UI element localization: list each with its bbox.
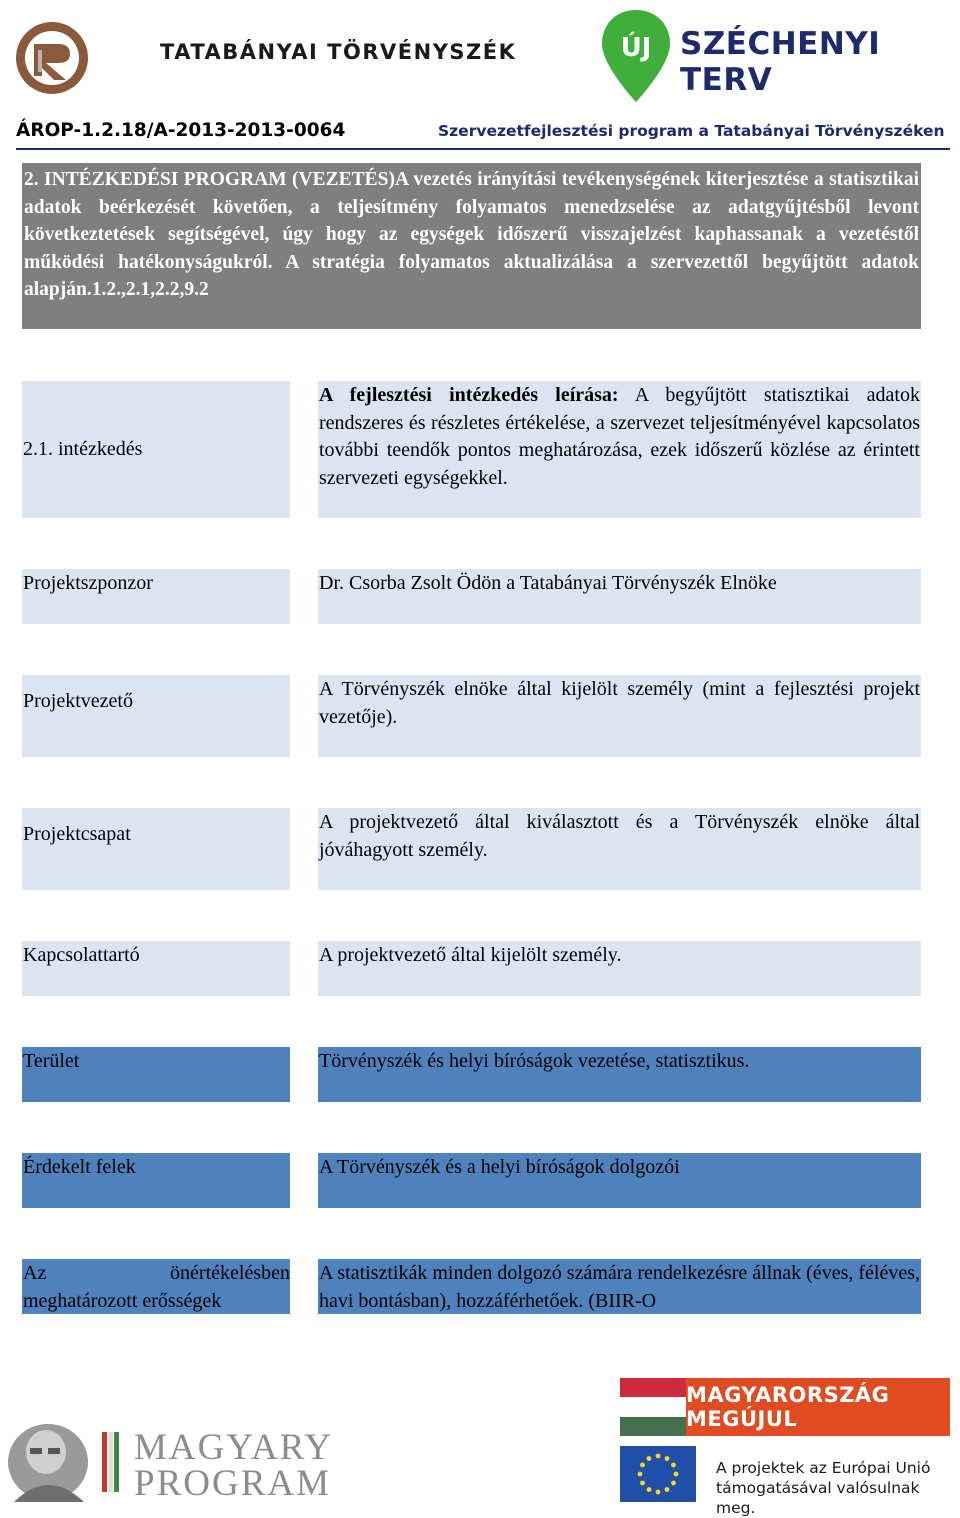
szechenyi-pin-icon bbox=[598, 8, 674, 104]
project-team-label: Projektcsapat bbox=[22, 808, 290, 890]
measure-description-heading: A fejlesztési intézkedés leírása: bbox=[319, 384, 619, 406]
contact-label: Kapcsolattartó bbox=[22, 941, 290, 996]
area-value: Törvényszék és helyi bíróságok vezetése, statisztikus. bbox=[318, 1047, 921, 1102]
project-sponsor-value: Dr. Csorba Zsolt Ödön a Tatabányai Törvényszék Elnöke bbox=[318, 569, 921, 624]
project-sponsor-label: Projektszponzor bbox=[22, 569, 290, 624]
measure-label: 2.1. intézkedés bbox=[22, 381, 290, 518]
magyary-flag-bars-icon bbox=[102, 1432, 120, 1492]
stakeholders-label: Érdekelt felek bbox=[22, 1153, 290, 1208]
project-team-value: A projektvezető által kiválasztott és a Törvényszék elnöke által jóváhagyott személy. bbox=[318, 808, 921, 890]
section-title: 2. INTÉZKEDÉSI PROGRAM (VEZETÉS)A vezetés irányítási tevékenységének kiterjesztése a statisztikai adatok beérkezését követően, a teljesítmény folyamatos menedzselése az adatgyűjtésből levont következtetések segítségével, úgy hogy az egységek időszerű visszajelzést kaphassanak a vezetéstől működési hatékonyságukról. A stratégia folyamatos aktualizálása a szervezettől begyűjtött adatok alapján.1.2.,2.1,2.2,9.2 bbox=[22, 163, 921, 329]
magyary-wordmark: MAGYARY PROGRAM bbox=[134, 1427, 334, 1504]
project-code: ÁROP-1.2.18/A-2013-2013-0064 bbox=[16, 120, 346, 141]
eu-support-text: A projektek az Európai Unió támogatásával valósulnak meg. bbox=[716, 1459, 931, 1517]
strengths-label: Az önértékelésben meghatározott erősségek bbox=[22, 1259, 290, 1314]
stakeholders-value: A Törvényszék és a helyi bíróságok dolgozói bbox=[318, 1153, 921, 1208]
project-leader-value: A Törvényszék elnöke által kijelölt személy (mint a fejlesztési projekt vezetője). bbox=[318, 675, 921, 757]
eu-flag-icon bbox=[620, 1446, 696, 1502]
court-logo-icon bbox=[14, 20, 90, 96]
brand-badge: ÚJ bbox=[620, 33, 652, 63]
project-leader-label: Projektvezető bbox=[22, 675, 290, 757]
area-label: Terület bbox=[22, 1047, 290, 1102]
program-subtitle: Szervezetfejlesztési program a Tatabányai Törvényszéken bbox=[438, 122, 945, 140]
contact-value: A projektvezető által kijelölt személy. bbox=[318, 941, 921, 996]
measure-description bbox=[318, 381, 921, 518]
hungarian-flag-icon bbox=[620, 1378, 686, 1436]
court-name: TATABÁNYAI TÖRVÉNYSZÉK bbox=[160, 40, 517, 64]
strengths-value: A statisztikák minden dolgozó számára rendelkezésre állnak (éves, féléves, havi bontásban), hozzáférhetőek. (BIIR-O bbox=[318, 1259, 921, 1314]
brand-name: SZÉCHENYI TERV bbox=[680, 26, 881, 98]
header-divider bbox=[16, 148, 950, 150]
measure-description-text: A begyűjtött statisztikai adatok rendszeres és részletes értékelése, a szervezet teljesítményével kapcsolatos további teendők pontos meghatározása, ezek időszerű közlése az érintett szervezeti egységekkel. bbox=[319, 384, 920, 489]
megujul-banner: MAGYARORSZÁG MEGÚJUL bbox=[686, 1378, 950, 1436]
